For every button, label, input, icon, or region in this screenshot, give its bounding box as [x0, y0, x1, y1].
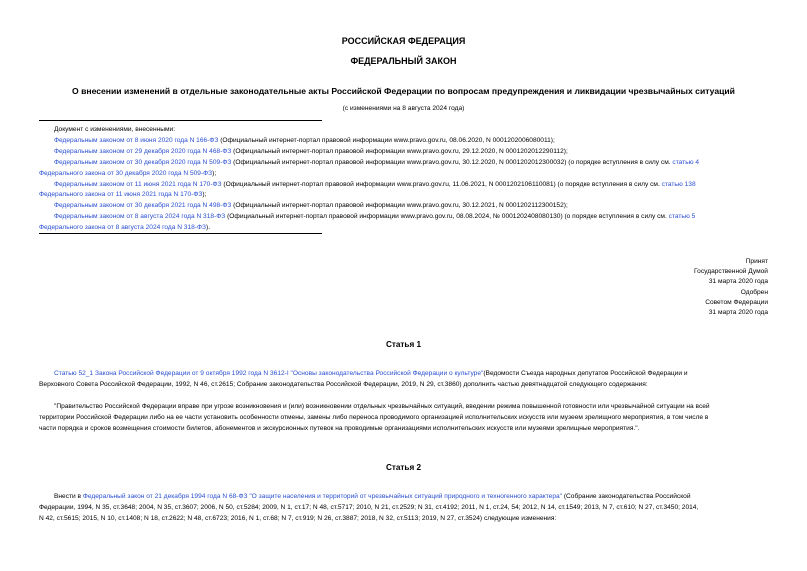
list-item	[39, 136, 769, 147]
quote-line: территории Российской Федерации либо на ее части установить особенности отмены, замены либо переноса проводимого организацией исполнительских искусств или музеем зрелищного мероприятия, в том числе в	[39, 414, 709, 421]
list-item	[39, 147, 769, 158]
amendment-text: (Официальный интернет-портал правовой информации www.pravo.gov.ru, 30.12.2021, N 0001202112300152);	[231, 202, 568, 210]
amendment-link[interactable]: Федеральным законом от 29 декабря 2020 года N 468-ФЗ	[54, 147, 232, 155]
amendment-text: (Официальный интернет-портал правовой информации www.pravo.gov.ru, 08.06.2020, N 0001202006080011);	[218, 136, 555, 144]
adoption-block	[694, 257, 768, 318]
amendment-link[interactable]: Федеральным законом от 30 декабря 2020 года N 509-ФЗ	[54, 158, 232, 166]
article-link[interactable]: статью 5	[668, 213, 696, 221]
list-item-cont	[39, 190, 769, 201]
article-1-heading: Статья 1	[385, 340, 422, 349]
amendment-text: (Официальный интернет-портал правовой информации www.pravo.gov.ru, 30.12.2020, N 0001202012300032) (о порядке вступления в силу см.	[231, 158, 673, 166]
country-heading: РОССИЙСКАЯ ФЕДЕРАЦИЯ	[341, 36, 466, 46]
divider-top	[39, 120, 322, 121]
amendment-link[interactable]: Федеральным законом от 8 августа 2024 года N 318-ФЗ	[54, 213, 226, 221]
article-1-quote	[39, 401, 769, 434]
paragraph-text: Федерации, 1994, N 35, ст.3648; 2004, N 35, ст.3607; 2006, N 50, ст.5284; 2009, N 1, ст.17; N 48, ст.5717; 2010, N 21, ст.2529; N 31, ст.4192; 2011, N 1, ст.24, 54; 2012, N 14, ст.1549; 2013, N 7, ст.610; N 27, ст.3450; 2014,	[39, 504, 699, 511]
article-link-cont[interactable]: Федерального закона от 30 декабря 2020 года N 509-ФЗ	[39, 169, 213, 177]
paragraph-text: N 42, ст.5615; 2015, N 10, ст.1408; N 18, ст.2622; N 48, ст.6723; 2016, N 1, ст.68; N 7, ст.919; N 26, ст.3887; 2018, N 32, ст.5113; 2019, N 27, ст.3524) следующие изменения:	[39, 515, 557, 522]
approved-date: 31 марта 2020 года	[708, 309, 768, 317]
article-link[interactable]: статью 4	[672, 158, 700, 166]
adopted-date: 31 марта 2020 года	[708, 278, 768, 286]
list-item	[39, 212, 769, 223]
article-link-cont[interactable]: Федерального закона от 8 августа 2024 года N 318-ФЗ	[39, 224, 207, 232]
article-link[interactable]: статью 138	[661, 180, 696, 188]
amendment-link[interactable]: Федеральным законом от 11 июня 2021 года N 170-ФЗ	[54, 180, 222, 188]
amendment-link[interactable]: Федеральным законом от 8 июня 2020 года N 166-ФЗ	[54, 136, 219, 144]
amendment-tail: );	[212, 169, 217, 177]
article-link-cont[interactable]: Федерального закона от 11 июня 2021 года N 170-ФЗ	[39, 191, 203, 199]
list-item	[39, 180, 769, 191]
paragraph-text: Верховного Совета Российской Федерации, 1992, N 46, ст.2615; Собрание законодательства Российской Федерации, 2019, N 29, ст.3860) дополнить частью девятнадцатой следующего содержания:	[39, 381, 648, 388]
emergency-law-link[interactable]: Федеральный закон от 21 декабря 1994 года N 68-ФЗ "О защите населения и территорий от чрезвычайных ситуаций природного и техногенного характера"	[82, 493, 563, 500]
amendment-text: (Официальный интернет-портал правовой информации www.pravo.gov.ru, 29.12.2020, N 0001202012290112);	[231, 147, 568, 155]
list-item	[39, 158, 769, 169]
approved-label: Одобрен	[740, 288, 768, 296]
quote-line: части порядка и сроков возмещения стоимости билетов, абонементов и экскурсионных путевок на проводимые организациями исполнительских искусств или музеями зрелищные мероприятия.".	[39, 425, 640, 432]
approved-by: Советом Федерации	[705, 298, 768, 306]
article-2-heading: Статья 2	[385, 463, 422, 472]
amendment-link[interactable]: Федеральным законом от 30 декабря 2021 года N 498-ФЗ	[54, 202, 232, 210]
paragraph-text: (Ведомости Съезда народных депутатов Российской Федерации и	[483, 370, 688, 377]
amendment-text: (Официальный интернет-портал правовой информации www.pravo.gov.ru, 11.06.2021, N 0001202106110081) (о порядке вступления в силу см.	[221, 180, 662, 188]
edition-note: (с изменениями на 8 августа 2024 года)	[342, 105, 465, 112]
divider-bottom	[39, 233, 322, 234]
article-1-paragraph	[39, 368, 769, 390]
changes-list	[39, 125, 769, 234]
quote-line: "Правительство Российской Федерации вправе при угрозе возникновения и (или) возникновении отдельных чрезвычайных ситуаций, введении режима повышенной готовности или чрезвычайной ситуации на всей	[54, 403, 710, 410]
adopted-by: Государственной Думой	[694, 268, 768, 276]
paragraph-text: Внести в	[54, 493, 83, 500]
amendment-tail: );	[202, 191, 207, 199]
adopted-label: Принят	[745, 258, 768, 265]
list-item	[39, 201, 769, 212]
paragraph-text: (Собрание законодательства Российской	[562, 493, 691, 500]
amendment-text: (Официальный интернет-портал правовой информации www.pravo.gov.ru, 08.08.2024, № 0001202408080130) (о порядке вступления в силу см.	[225, 213, 669, 221]
doc-type-heading: ФЕДЕРАЛЬНЫЙ ЗАКОН	[350, 56, 457, 66]
culture-law-link[interactable]: Статью 52_1 Закона Российской Федерации от 9 октября 1992 года N 3612-I "Основы законодательства Российской Федерации о культуре"	[54, 370, 484, 377]
law-title: О внесении изменений в отдельные законодательные акты Российской Федерации по вопросам предупреждения и ликвидации чрезвычайных ситуаций	[72, 86, 735, 96]
changes-intro: Документ с изменениями, внесенными:	[54, 126, 176, 133]
list-item-cont	[39, 169, 769, 180]
amendment-tail: ).	[206, 224, 211, 232]
article-2-paragraph	[39, 491, 769, 524]
